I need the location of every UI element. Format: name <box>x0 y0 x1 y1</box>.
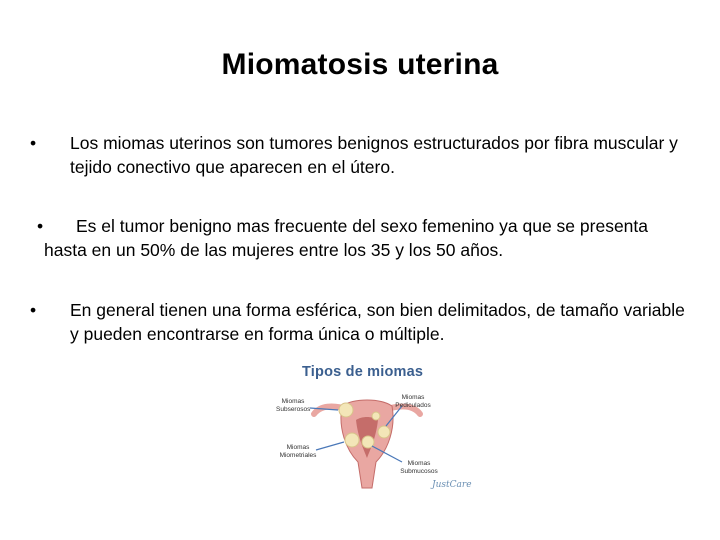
label-subserosos: Miomas Subserosos <box>276 398 311 413</box>
bullet-text-line-2: hasta en un 50% de las mujeres entre los 35 y los 50 años. <box>44 240 504 260</box>
bullet-marker: • <box>30 133 37 153</box>
bullet-text: En general tienen una forma esférica, son bien delimitados, de tamaño variable y pueden encontrarse en forma única o múltiple. <box>70 300 685 344</box>
subserous-fibroid <box>339 403 353 417</box>
bullet-marker: • <box>30 300 37 320</box>
slide-title: Miomatosis uterina <box>221 48 499 81</box>
pedunculated-fibroid <box>378 426 390 438</box>
justcare-logo: JustCare <box>432 480 472 490</box>
bullet-paragraph-3 <box>30 298 690 346</box>
bullet-marker: • <box>37 216 44 236</box>
fibroid-types-illustration <box>272 358 472 504</box>
bullet-text: Los miomas uterinos son tumores benignos estructurados por fibra muscular y tejido conectivo que aparecen en el útero. <box>70 133 678 177</box>
label-pediculados: Miomas Pediculados <box>395 394 431 409</box>
label-miometriales: Miomas Miometriales <box>279 444 317 459</box>
bullet-paragraph-2 <box>37 214 694 262</box>
bullet-text-line-1: Es el tumor benigno mas frecuente del sexo femenino ya que se presenta <box>76 216 649 236</box>
arrow-miometriales <box>316 442 344 450</box>
fibroid-small <box>372 412 380 420</box>
intramural-fibroid <box>345 433 359 447</box>
bullet-paragraph-1 <box>30 131 690 179</box>
figure-title: Tipos de miomas <box>302 364 424 380</box>
label-submucosos: Miomas Submucosos <box>400 460 438 475</box>
